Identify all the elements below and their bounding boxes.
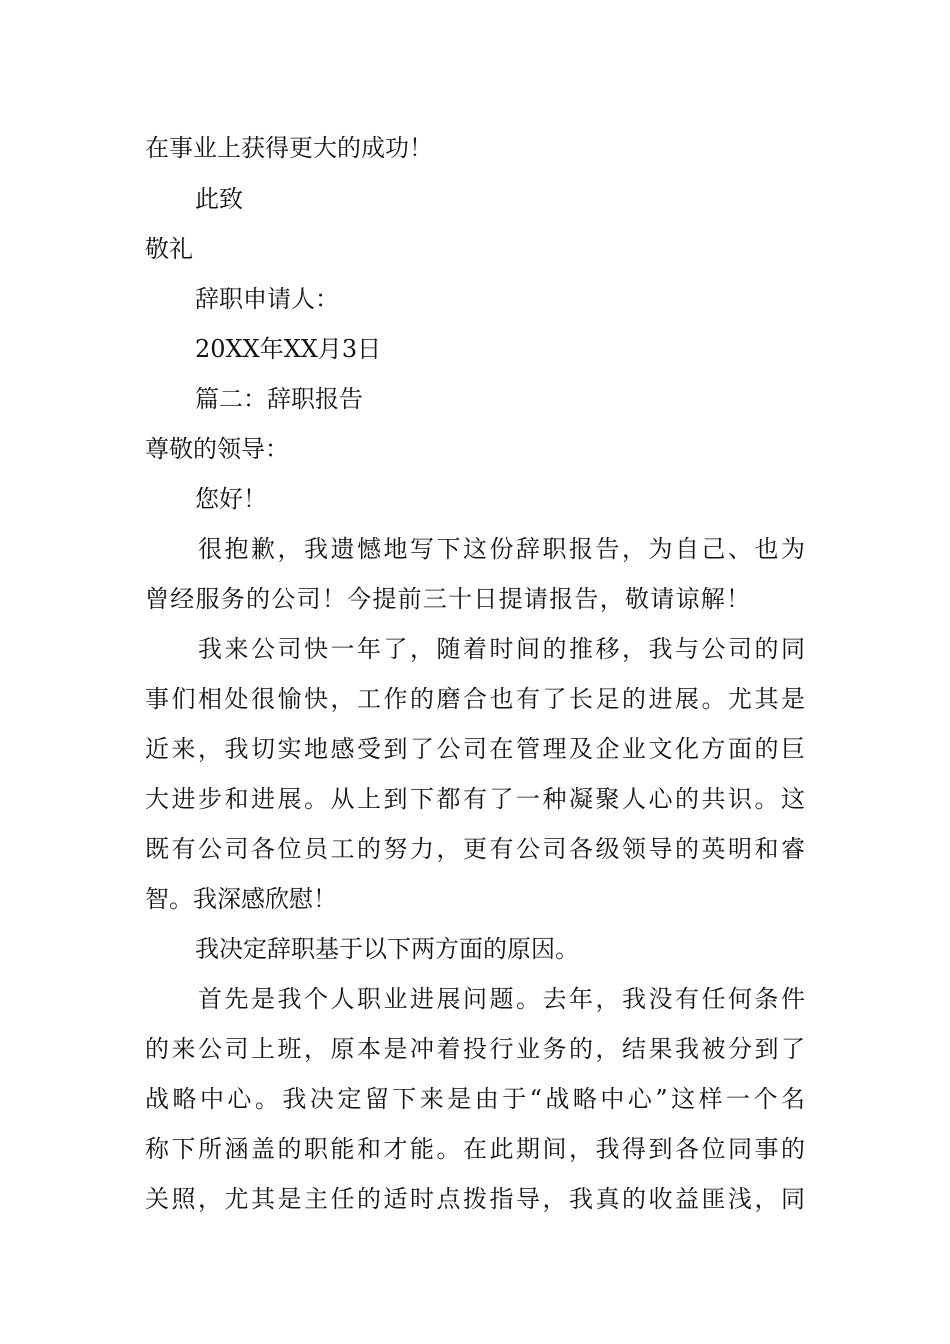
paragraph-line: 近来，我切实地感受到了公司在管理及企业文化方面的巨 bbox=[145, 735, 805, 763]
text-line: 在事业上获得更大的成功！ bbox=[145, 134, 433, 162]
greeting: 尊敬的领导： bbox=[145, 435, 289, 463]
paragraph-line: 既有公司各位员工的努力，更有公司各级领导的英明和睿 bbox=[145, 835, 805, 863]
greeting-line: 您好！ bbox=[195, 485, 267, 513]
paragraph-line: 智。我深感欣慰！ bbox=[145, 885, 337, 913]
signature-label: 辞职申请人： bbox=[195, 285, 339, 313]
section-heading: 篇二：辞职报告 bbox=[195, 385, 363, 413]
closing-regards: 敬礼 bbox=[145, 235, 193, 263]
paragraph-line: 我决定辞职基于以下两方面的原因。 bbox=[195, 935, 579, 963]
paragraph-line: 曾经服务的公司！今提前三十日提请报告，敬请谅解！ bbox=[145, 585, 750, 613]
date-line: 20XX年XX月3日 bbox=[195, 335, 382, 363]
closing-salutation: 此致 bbox=[195, 185, 243, 213]
paragraph-line: 很抱歉，我遗憾地写下这份辞职报告，为自己、也为 bbox=[198, 535, 805, 563]
paragraph-line: 首先是我个人职业进展问题。去年，我没有任何条件 bbox=[198, 985, 805, 1013]
paragraph-line: 大进步和进展。从上到下都有了一种凝聚人心的共识。这 bbox=[145, 785, 805, 813]
paragraph-line: 事们相处很愉快，工作的磨合也有了长足的进展。尤其是 bbox=[145, 685, 805, 713]
paragraph-line: 战略中心。我决定留下来是由于“战略中心”这样一个名 bbox=[145, 1085, 805, 1113]
paragraph-line: 的来公司上班，原本是冲着投行业务的，结果我被分到了 bbox=[145, 1035, 805, 1063]
paragraph-line: 我来公司快一年了，随着时间的推移，我与公司的同 bbox=[198, 635, 805, 663]
paragraph-line: 称下所涵盖的职能和才能。在此期间，我得到各位同事的 bbox=[145, 1135, 805, 1163]
paragraph-line: 关照，尤其是主任的适时点拨指导，我真的收益匪浅，同 bbox=[145, 1185, 805, 1213]
